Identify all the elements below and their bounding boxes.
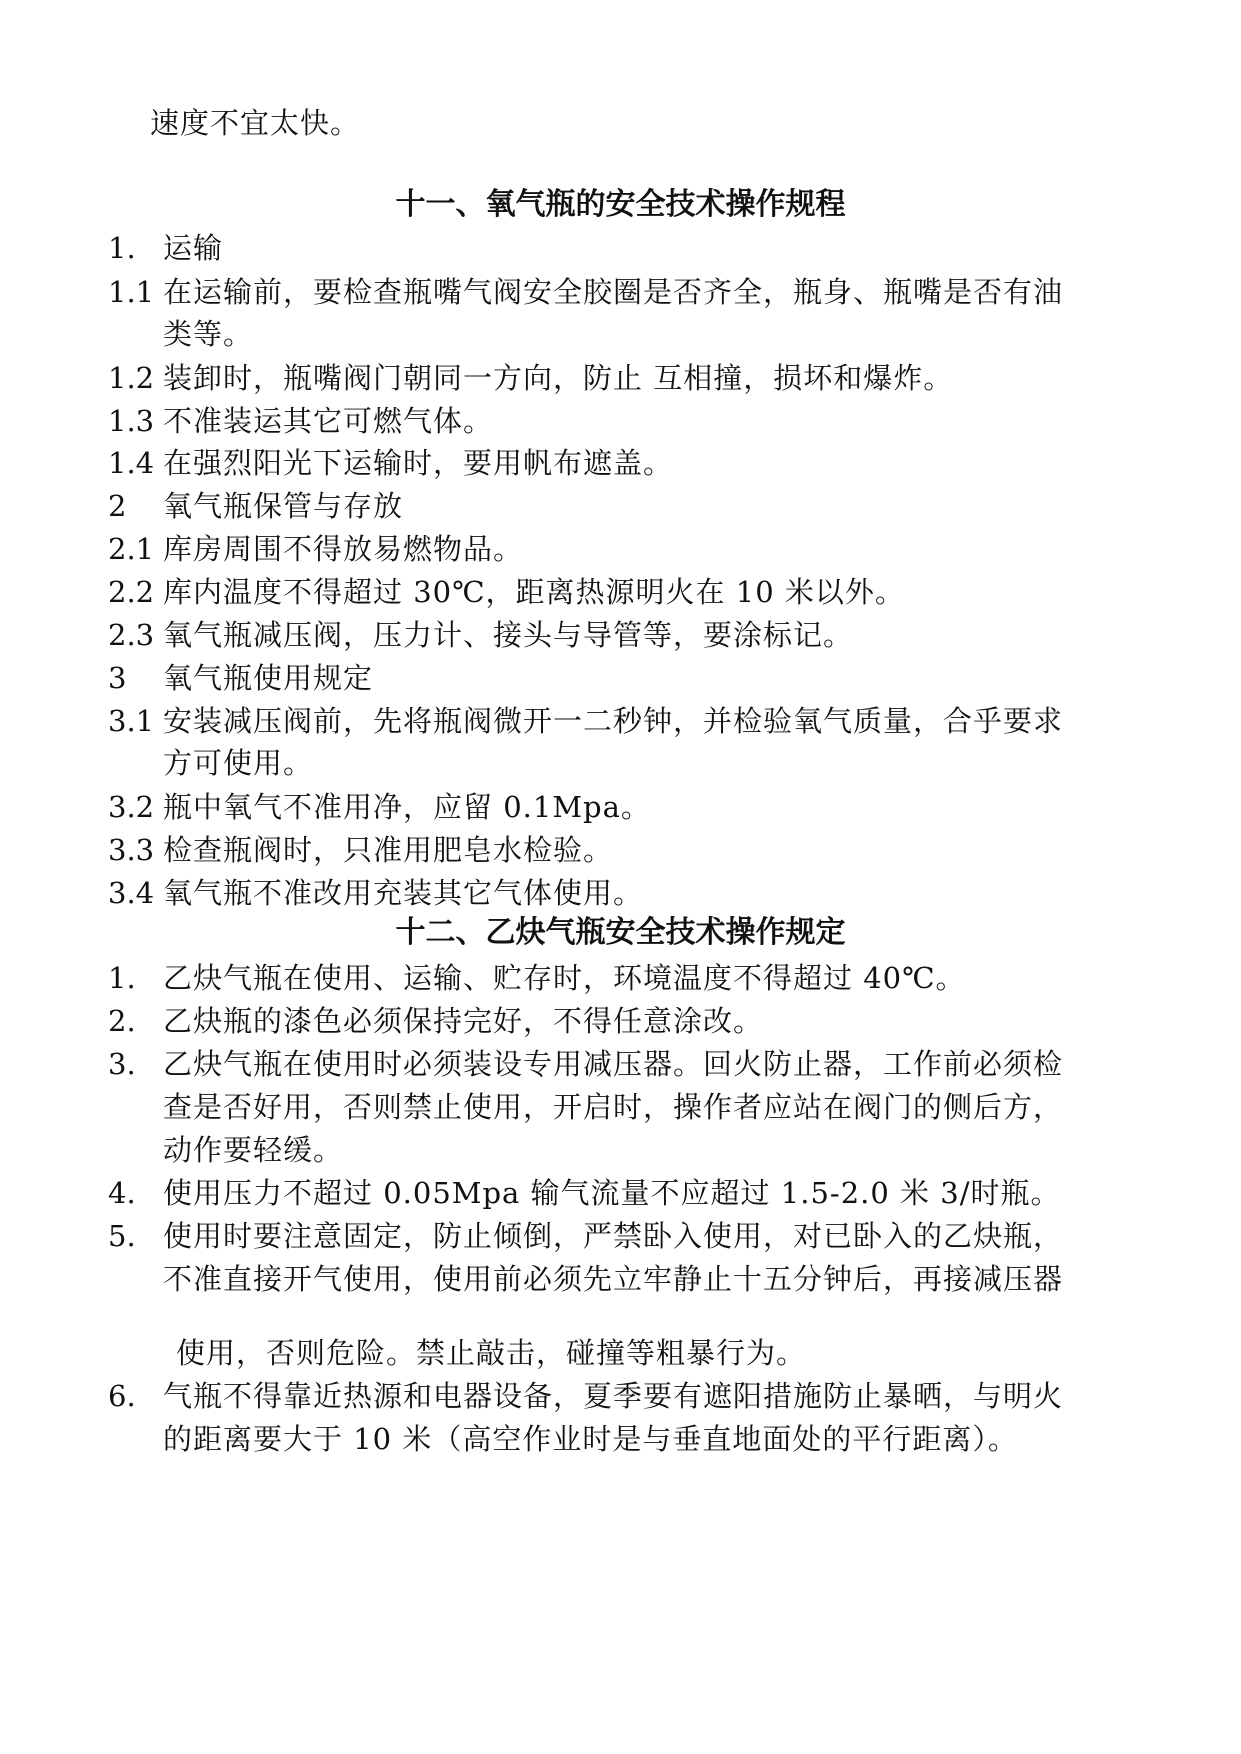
- item-text: 氧气瓶使用规定: [163, 661, 374, 695]
- item-number: 3: [108, 661, 127, 695]
- item-text: 氧气瓶不准改用充装其它气体使用。: [163, 876, 644, 910]
- item-text-continued: 使用，否则危险。禁止敲击，碰撞等粗暴行为。: [176, 1336, 807, 1370]
- item-number: 2.: [108, 1004, 136, 1038]
- section-11-title: 十一、氧气瓶的安全技术操作规程: [395, 187, 846, 222]
- item-text: 乙炔气瓶在使用、运输、贮存时，环境温度不得超过 40℃。: [163, 961, 966, 995]
- item-text: 使用压力不超过 0.05Mpa 输气流量不应超过 1.5-2.0 米 3/时瓶。: [163, 1176, 1061, 1210]
- intro-line: 速度不宜太快。: [150, 106, 361, 140]
- item-text-continued: 查是否好用，否则禁止使用，开启时，操作者应站在阀门的侧后方，: [163, 1090, 1064, 1124]
- item-text-continued: 动作要轻缓。: [163, 1133, 344, 1167]
- item-text: 不准装运其它可燃气体。: [163, 404, 494, 438]
- item-number: 1.3: [108, 404, 155, 438]
- item-number: 3.3: [108, 833, 155, 867]
- item-text: 氧气瓶保管与存放: [163, 489, 404, 523]
- item-text-continued: 类等。: [163, 317, 254, 351]
- item-text: 运输: [163, 231, 224, 265]
- item-text: 乙炔瓶的漆色必须保持完好，不得任意涂改。: [163, 1004, 764, 1038]
- item-number: 2: [108, 489, 127, 523]
- item-number: 1.1: [108, 275, 155, 309]
- item-number: 1.2: [108, 361, 155, 395]
- item-text: 乙炔气瓶在使用时必须装设专用减压器。回火防止器，工作前必须检: [163, 1047, 1064, 1081]
- item-text: 库内温度不得超过 30℃，距离热源明火在 10 米以外。: [163, 575, 905, 609]
- item-text: 在运输前，要检查瓶嘴气阀安全胶圈是否齐全，瓶身、瓶嘴是否有油: [163, 275, 1064, 309]
- item-text-continued: 的距离要大于 10 米（高空作业时是与垂直地面处的平行距离）。: [163, 1422, 1018, 1456]
- item-text-continued: 不准直接开气使用，使用前必须先立牢静止十五分钟后，再接减压器: [163, 1262, 1064, 1296]
- item-text: 氧气瓶减压阀，压力计、接头与导管等，要涂标记。: [163, 618, 854, 652]
- item-text: 库房周围不得放易燃物品。: [163, 532, 524, 566]
- item-text: 使用时要注意固定，防止倾倒，严禁卧入使用，对已卧入的乙炔瓶，: [163, 1219, 1064, 1253]
- item-number: 4.: [108, 1176, 136, 1210]
- item-text: 检查瓶阀时，只准用肥皂水检验。: [163, 833, 614, 867]
- item-text-continued: 方可使用。: [163, 746, 314, 780]
- item-text: 装卸时，瓶嘴阀门朝同一方向，防止 互相撞，损坏和爆炸。: [163, 361, 954, 395]
- item-number: 1.4: [108, 446, 155, 480]
- item-number: 2.3: [108, 618, 155, 652]
- item-text: 安装减压阀前，先将瓶阀微开一二秒钟，并检验氧气质量，合乎要求: [163, 704, 1064, 738]
- item-number: 2.1: [108, 532, 155, 566]
- item-text: 瓶中氧气不准用净，应留 0.1Mpa。: [163, 790, 651, 824]
- item-number: 1.: [108, 961, 136, 995]
- item-number: 5.: [108, 1219, 136, 1253]
- item-number: 6.: [108, 1379, 136, 1413]
- item-text: 气瓶不得靠近热源和电器设备，夏季要有遮阳措施防止暴晒，与明火: [163, 1379, 1064, 1413]
- item-number: 3.4: [108, 876, 155, 910]
- item-number: 3.: [108, 1047, 136, 1081]
- item-text: 在强烈阳光下运输时，要用帆布遮盖。: [163, 446, 674, 480]
- item-number: 3.1: [108, 704, 155, 738]
- item-number: 1.: [108, 231, 136, 265]
- item-number: 2.2: [108, 575, 155, 609]
- section-12-title: 十二、乙炔气瓶安全技术操作规定: [395, 915, 846, 950]
- item-number: 3.2: [108, 790, 155, 824]
